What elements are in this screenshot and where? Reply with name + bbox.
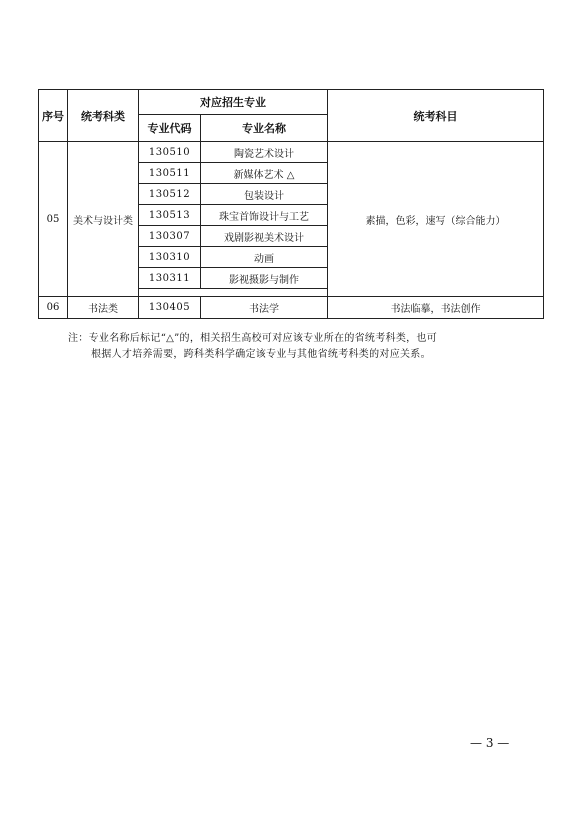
cell-name: 新媒体艺术 △: [201, 163, 328, 184]
header-seq: 序号: [39, 90, 68, 142]
footnote-line-2: 根据人才培养需要，跨科类科学确定该专业与其他省统考科类的对应关系。: [91, 349, 431, 360]
cell-name: 书法学: [201, 297, 328, 319]
header-major-group: 对应招生专业: [139, 90, 328, 115]
cell-name: 戏剧影视美术设计: [201, 226, 328, 247]
table-row: [39, 142, 544, 163]
page-number: — 3 —: [470, 736, 510, 750]
header-code: 专业代码: [139, 115, 201, 142]
cell-subjects: 素描，色彩，速写（综合能力）: [328, 142, 544, 297]
cell-code: 130311: [139, 268, 201, 289]
cell-code: 130511: [139, 163, 201, 184]
cell-code: 130310: [139, 247, 201, 268]
cell-seq: 06: [39, 297, 68, 319]
cell-name: 包装设计: [201, 184, 328, 205]
cell-name: 动画: [201, 247, 328, 268]
cell-category: 美术与设计类: [68, 142, 139, 297]
major-category-table: [38, 89, 544, 319]
cell-seq: 05: [39, 142, 68, 297]
cell-code: 130405: [139, 297, 201, 319]
cell-subjects: 书法临摹，书法创作: [328, 297, 544, 319]
cell-code: 130307: [139, 226, 201, 247]
empty-cell: [139, 289, 328, 297]
cell-code: 130512: [139, 184, 201, 205]
cell-name: 影视摄影与制作: [201, 268, 328, 289]
header-subjects: 统考科目: [328, 90, 544, 142]
cell-code: 130510: [139, 142, 201, 163]
footnote-line-1: 注：专业名称后标记“△”的，相关招生高校可对应该专业所在的省统考科类，也可: [68, 333, 438, 344]
table-footnote: [68, 331, 538, 363]
cell-name: 珠宝首饰设计与工艺: [201, 205, 328, 226]
header-category: 统考科类: [68, 90, 139, 142]
cell-name: 陶瓷艺术设计: [201, 142, 328, 163]
cell-code: 130513: [139, 205, 201, 226]
table-row: [39, 297, 544, 319]
cell-category: 书法类: [68, 297, 139, 319]
header-name: 专业名称: [201, 115, 328, 142]
